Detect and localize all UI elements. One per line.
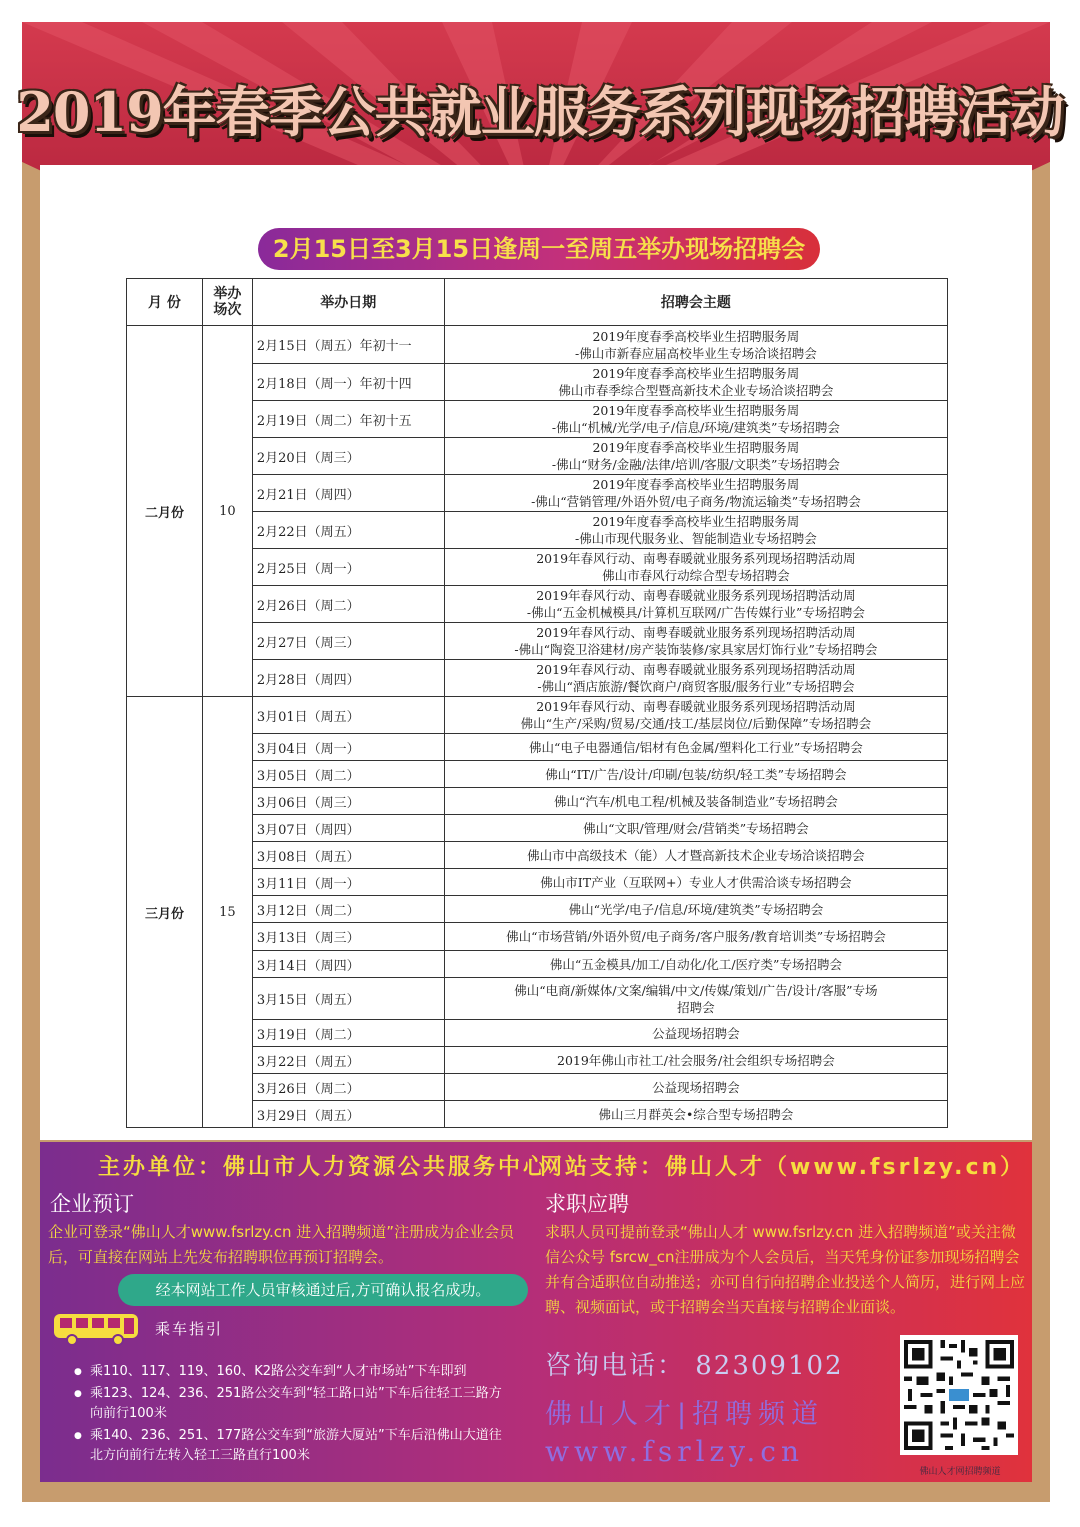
qr-caption: 佛山人才网招聘频道 bbox=[919, 1467, 1001, 1477]
topic-cell: 佛山“市场营销/外语外贸/电子商务/客户服务/教育培训类”专场招聘会 bbox=[444, 923, 947, 951]
date-cell: 3月01日（周五） bbox=[252, 697, 444, 734]
topic-cell: 佛山市中高级技术（能）人才暨高新技术企业专场洽谈招聘会 bbox=[444, 842, 947, 869]
header-date: 举办日期 bbox=[252, 279, 444, 326]
table-header-row bbox=[127, 279, 948, 326]
topic-cell: 2019年度春季高校毕业生招聘服务周 -佛山市现代服务业、智能制造业专场招聘会 bbox=[444, 512, 947, 549]
date-cell: 3月15日（周五） bbox=[252, 978, 444, 1020]
qr-code-icon bbox=[900, 1335, 1018, 1455]
date-cell: 3月05日（周二） bbox=[252, 761, 444, 788]
topic-cell: 佛山“光学/电子/信息/环境/建筑类”专场招聘会 bbox=[444, 896, 947, 923]
date-cell: 3月07日（周四） bbox=[252, 815, 444, 842]
topic-cell: 佛山“电子电器通信/铝材有色金属/塑料化工行业”专场招聘会 bbox=[444, 734, 947, 761]
date-cell: 3月14日（周四） bbox=[252, 951, 444, 978]
notice-badge: 经本网站工作人员审核通过后,方可确认报名成功。 bbox=[118, 1274, 528, 1306]
enterprise-text: 企业可登录“佛山人才www.fsrlzy.cn 进入招聘频道”注册成为企业会员后，可直接在网站上先发布招聘职位再预订招聘会。 bbox=[48, 1223, 515, 1266]
date-cell: 3月04日（周一） bbox=[252, 734, 444, 761]
topic-cell: 佛山“IT/广告/设计/印刷/包装/纺织/轻工类”专场招聘会 bbox=[444, 761, 947, 788]
topic-cell: 佛山市IT产业（互联网+）专业人才供需洽谈专场招聘会 bbox=[444, 869, 947, 896]
month-cell: 三月份 bbox=[127, 697, 203, 1128]
website-support-text: 网站支持：佛山人才（www.fsrlzy.cn） bbox=[540, 1155, 1026, 1180]
date-cell: 3月12日（周二） bbox=[252, 896, 444, 923]
website-url[interactable]: www.fsrlzy.cn bbox=[545, 1435, 805, 1468]
table-row bbox=[127, 326, 948, 364]
date-cell: 2月25日（周一） bbox=[252, 549, 444, 586]
topic-cell: 2019年度春季高校毕业生招聘服务周 佛山市春季综合型暨高新技术企业专场洽谈招聘会 bbox=[444, 364, 947, 401]
count-cell: 10 bbox=[202, 326, 252, 697]
date-cell: 3月13日（周三） bbox=[252, 923, 444, 951]
topic-cell: 2019年度春季高校毕业生招聘服务周 -佛山“机械/光学/电子/信息/环境/建筑类”专场招聘会 bbox=[444, 401, 947, 438]
topic-cell: 2019年春风行动、南粤春暖就业服务系列现场招聘活动周 佛山市春风行动综合型专场招聘会 bbox=[444, 549, 947, 586]
date-cell: 2月27日（周三） bbox=[252, 623, 444, 660]
topic-cell: 2019年春风行动、南粤春暖就业服务系列现场招聘活动周 -佛山“陶瓷卫浴建材/房产装饰装修/家具家居灯饰行业”专场招聘会 bbox=[444, 623, 947, 660]
header-theme: 招聘会主题 bbox=[444, 279, 947, 326]
phone-number: 咨询电话： 82309102 bbox=[545, 1351, 844, 1381]
date-cell: 2月19日（周二）年初十五 bbox=[252, 401, 444, 438]
header-count: 举办 场次 bbox=[202, 279, 252, 326]
jobseeker-text: 求职人员可提前登录“佛山人才 www.fsrlzy.cn 进入招聘频道”或关注微信公众号 fsrcw_cn注册成为个人会员后，当天凭身份证参加现场招聘会并有合适职位自动推送；亦可自行向招聘企业投送个人简历，进行网上应聘、视频面试，或于招聘会当天直接与招聘企业面谈。 bbox=[545, 1223, 1026, 1316]
topic-cell: 佛山三月群英会•综合型专场招聘会 bbox=[444, 1101, 947, 1128]
date-cell: 3月11日（周一） bbox=[252, 869, 444, 896]
date-cell: 3月08日（周五） bbox=[252, 842, 444, 869]
topic-cell: 2019年度春季高校毕业生招聘服务周 -佛山市新春应届高校毕业生专场洽谈招聘会 bbox=[444, 326, 947, 364]
enterprise-heading: 企业预订 bbox=[50, 1192, 134, 1216]
topic-cell: 佛山“电商/新媒体/文案/编辑/中文/传媒/策划/广告/设计/客服”专场 招聘会 bbox=[444, 978, 947, 1020]
topic-cell: 2019年度春季高校毕业生招聘服务周 -佛山“财务/金融/法律/培训/客服/文职类”专场招聘会 bbox=[444, 438, 947, 475]
sponsor-text: 主办单位：佛山市人力资源公共服务中心 bbox=[98, 1155, 549, 1180]
bus-guide-label: 乘车指引 bbox=[155, 1320, 224, 1338]
topic-cell: 公益现场招聘会 bbox=[444, 1020, 947, 1047]
jobseeker-heading: 求职应聘 bbox=[545, 1192, 629, 1216]
date-cell: 2月15日（周五）年初十一 bbox=[252, 326, 444, 364]
topic-cell: 2019年春风行动、南粤春暖就业服务系列现场招聘活动周 -佛山“酒店旅游/餐饮商户/商贸客服/服务行业”专场招聘会 bbox=[444, 660, 947, 697]
topic-cell: 佛山“汽车/机电工程/机械及装备制造业”专场招聘会 bbox=[444, 788, 947, 815]
date-cell: 2月28日（周四） bbox=[252, 660, 444, 697]
date-cell: 2月21日（周四） bbox=[252, 475, 444, 512]
table-row bbox=[127, 697, 948, 734]
date-cell: 2月22日（周五） bbox=[252, 512, 444, 549]
topic-cell: 2019年春风行动、南粤春暖就业服务系列现场招聘活动周 -佛山“五金机械模具/计算机互联网/广告传媒行业”专场招聘会 bbox=[444, 586, 947, 623]
page-title: 2019年春季公共就业服务系列现场招聘活动 bbox=[16, 80, 1064, 144]
bus-routes bbox=[70, 1362, 510, 1468]
channel-name: 佛山人才|招聘频道 bbox=[545, 1399, 825, 1430]
count-cell: 15 bbox=[202, 697, 252, 1128]
date-cell: 3月29日（周五） bbox=[252, 1101, 444, 1128]
date-cell: 2月26日（周二） bbox=[252, 586, 444, 623]
topic-cell: 2019年春风行动、南粤春暖就业服务系列现场招聘活动周 佛山“生产/采购/贸易/交通/技工/基层岗位/后勤保障”专场招聘会 bbox=[444, 697, 947, 734]
topic-cell: 公益现场招聘会 bbox=[444, 1074, 947, 1101]
list-item: ● 乘140、236、251、177路公交车到“旅游大厦站”下车后沿佛山大道往北方向前行左转入轻工三路直行100米 bbox=[70, 1426, 510, 1466]
topic-cell: 佛山“五金模具/加工/自动化/化工/医疗类”专场招聘会 bbox=[444, 951, 947, 978]
date-cell: 2月18日（周一）年初十四 bbox=[252, 364, 444, 401]
bus-icon bbox=[52, 1312, 140, 1346]
topic-cell: 2019年度春季高校毕业生招聘服务周 -佛山“营销管理/外语外贸/电子商务/物流运输类”专场招聘会 bbox=[444, 475, 947, 512]
date-cell: 3月06日（周三） bbox=[252, 788, 444, 815]
header-month: 月 份 bbox=[127, 279, 203, 326]
schedule-subtitle: 2月15日至3月15日逢周一至周五举办现场招聘会 bbox=[258, 228, 820, 270]
list-item: ● 乘123、124、236、251路公交车到“轻工路口站”下车后往轻工三路方向前行100米 bbox=[70, 1384, 510, 1424]
month-cell: 二月份 bbox=[127, 326, 203, 697]
date-cell: 3月19日（周二） bbox=[252, 1020, 444, 1047]
topic-cell: 2019年佛山市社工/社会服务/社会组织专场招聘会 bbox=[444, 1047, 947, 1074]
date-cell: 3月22日（周五） bbox=[252, 1047, 444, 1074]
list-item: ● 乘110、117、119、160、K2路公交车到“人才市场站”下车即到 bbox=[70, 1362, 510, 1382]
date-cell: 2月20日（周三） bbox=[252, 438, 444, 475]
date-cell: 3月26日（周二） bbox=[252, 1074, 444, 1101]
schedule-table bbox=[126, 278, 948, 1128]
topic-cell: 佛山“文职/管理/财会/营销类”专场招聘会 bbox=[444, 815, 947, 842]
